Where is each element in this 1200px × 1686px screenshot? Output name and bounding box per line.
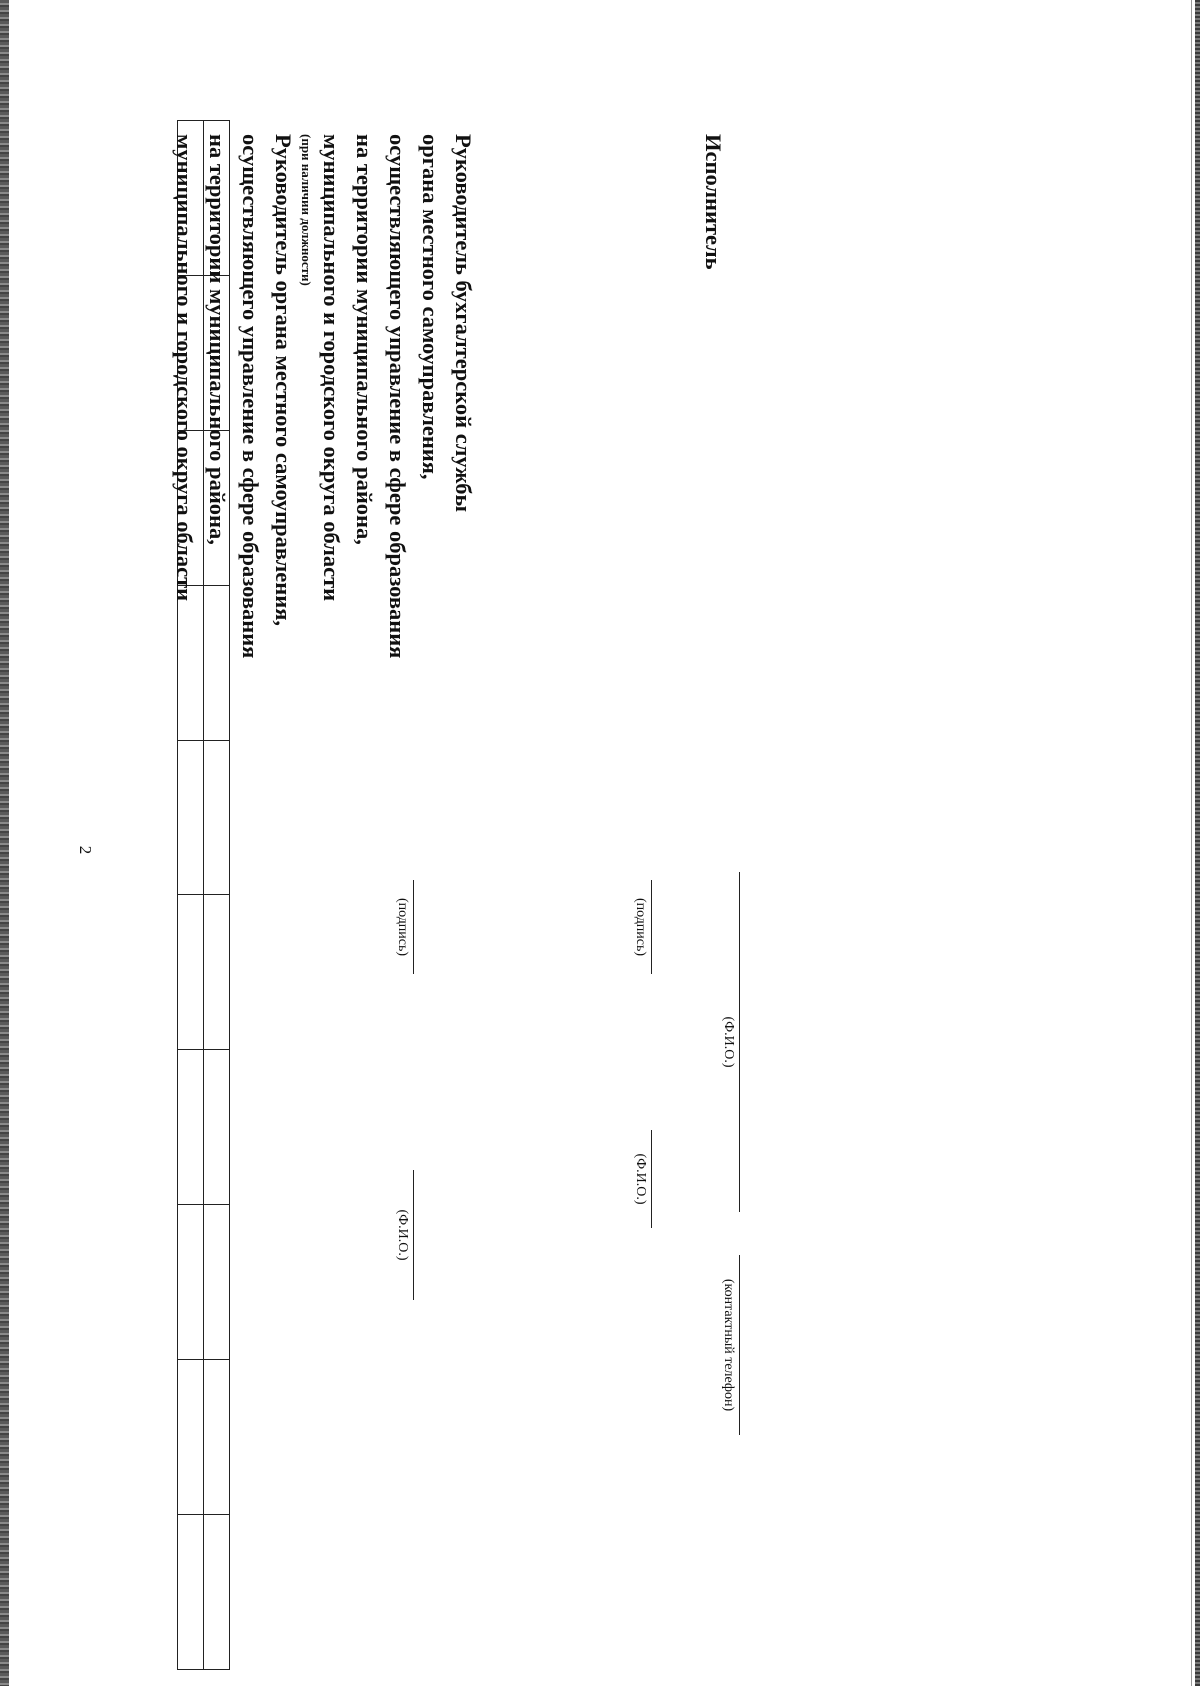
- accountant-signature-field[interactable]: (подпись): [631, 880, 652, 974]
- accountant-note: (при наличии должности): [299, 134, 314, 286]
- table-cell: [204, 740, 230, 895]
- executor-name-field[interactable]: (Ф.И.О.): [719, 872, 740, 1212]
- accountant-name-field[interactable]: (Ф.И.О.): [631, 1130, 652, 1228]
- table-cell: [178, 895, 204, 1050]
- accountant-title-block: [297, 134, 480, 658]
- table-cell: [178, 1050, 204, 1205]
- table-cell: [178, 1205, 204, 1360]
- table-cell: [178, 1360, 204, 1515]
- head-title-line: осуществляющего управление в сфере образования: [238, 134, 263, 659]
- table-cell: [204, 1515, 230, 1670]
- table-cell: [204, 1050, 230, 1205]
- table-cell: [204, 1205, 230, 1360]
- page-number: 2: [76, 845, 95, 855]
- table-cell: [204, 1360, 230, 1515]
- head-title-line: на территории муниципального района,: [205, 134, 230, 545]
- accountant-title-line: органа местного самоуправления,: [418, 134, 443, 480]
- table-cell: [178, 740, 204, 895]
- head-signature-field[interactable]: (подпись): [393, 880, 414, 974]
- head-title-line: муниципального и городского округа области: [172, 134, 197, 602]
- table-cell: [178, 1515, 204, 1670]
- executor-phone-field[interactable]: (контактный телефон): [719, 1255, 740, 1435]
- accountant-title-line: муниципального и городского округа области: [319, 134, 344, 602]
- head-title-block: [168, 134, 300, 658]
- accountant-title-line: осуществляющего управление в сфере образования: [385, 134, 410, 659]
- scan-edge-right: [1195, 0, 1200, 1686]
- head-title-line: Руководитель органа местного самоуправления,: [271, 134, 296, 627]
- accountant-title-line: на территории муниципального района,: [352, 134, 377, 545]
- executor-title: Исполнитель: [701, 134, 726, 270]
- accountant-title-line: Руководитель бухгалтерской службы: [451, 134, 476, 513]
- table-cell: [204, 895, 230, 1050]
- head-name-field[interactable]: (Ф.И.О.): [393, 1170, 414, 1300]
- scan-edge-line: [1191, 0, 1192, 1686]
